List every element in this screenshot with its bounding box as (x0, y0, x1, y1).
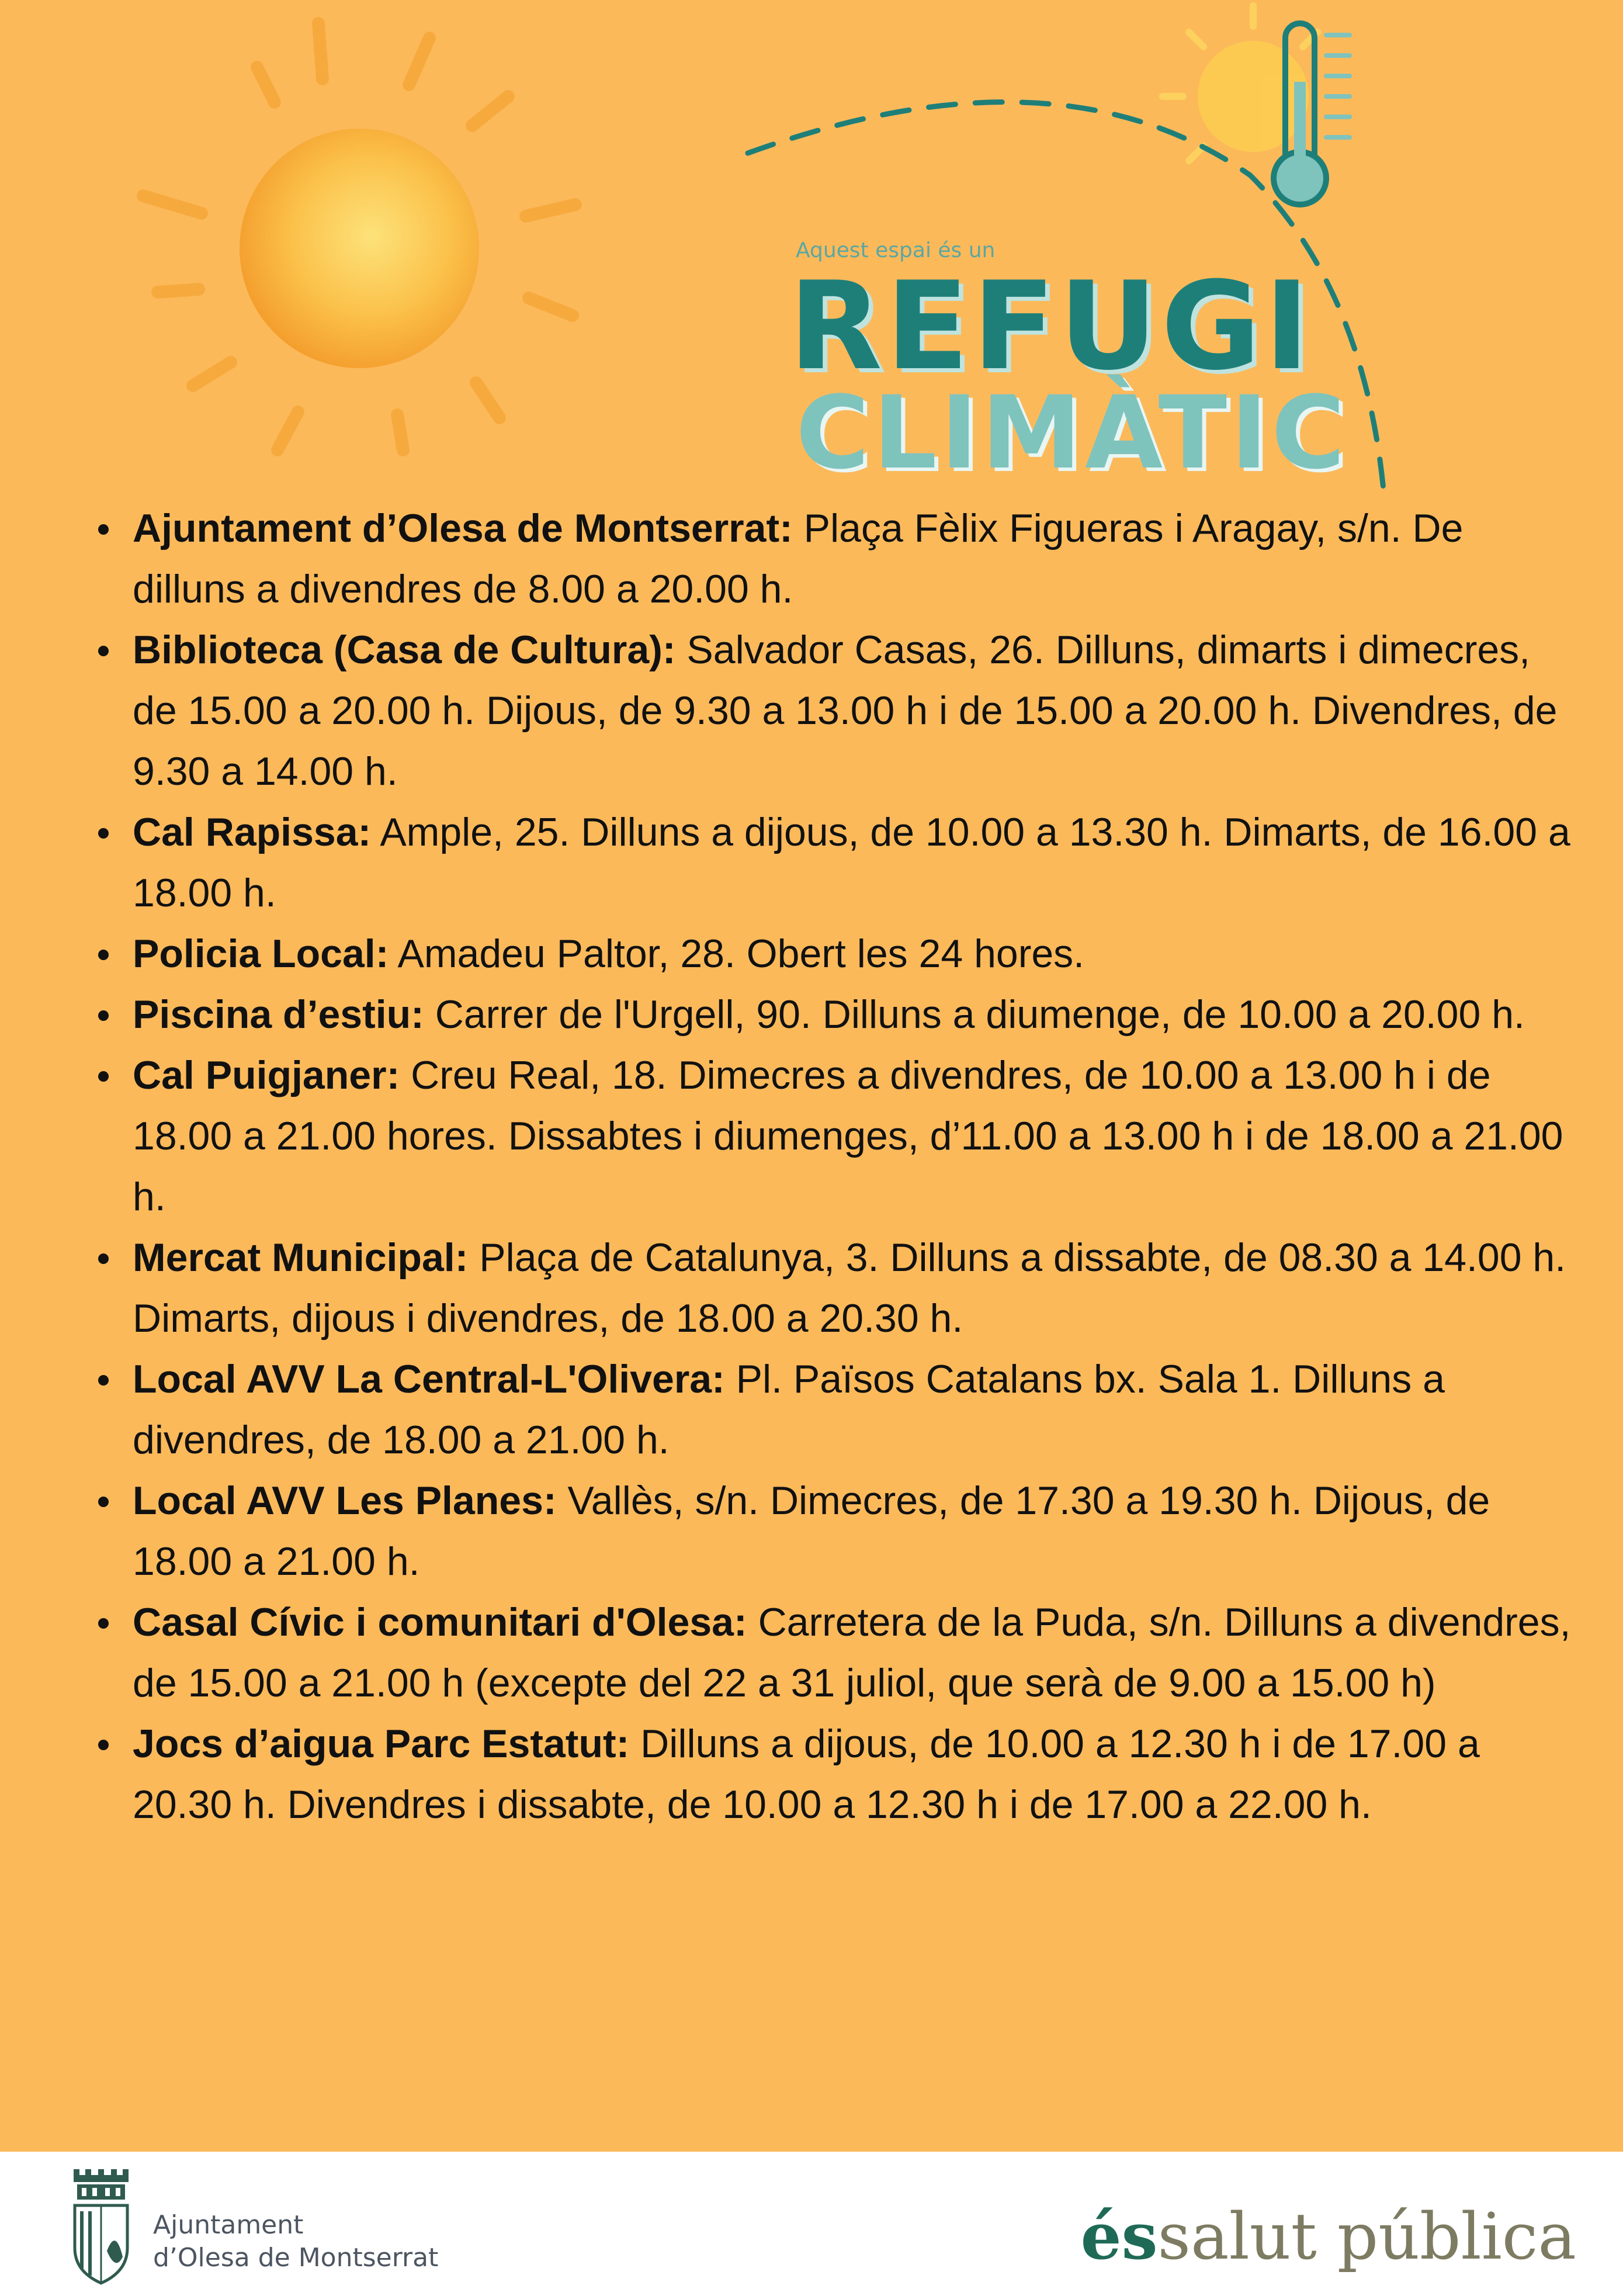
ajuntament-line1: Ajuntament (153, 2210, 304, 2240)
place-details: Carrer de l'Urgell, 90. Dilluns a diumenge, de 10.00 a 20.00 h. (435, 992, 1525, 1037)
place-details: Ample, 25. Dilluns a dijous, de 10.00 a 13.30 h. Dimarts, de 16.00 a 18.00 h. (133, 810, 1570, 915)
list-item (76, 1470, 1572, 1592)
place-details: Vallès, s/n. Dimecres, de 17.30 a 19.30 h. Dijous, de 18.00 a 21.00 h. (133, 1478, 1490, 1584)
thermometer-icon (1274, 23, 1350, 205)
list-item (76, 802, 1572, 923)
sun-icon (143, 23, 575, 450)
list-item (76, 984, 1572, 1045)
place-name: Local AVV Les Planes: (133, 1478, 557, 1523)
place-details: Plaça de Catalunya, 3. Dilluns a dissabte, de 08.30 a 14.00 h. Dimarts, dijous i divendres, de 18.00 a 20.30 h. (133, 1235, 1566, 1341)
salut-publica-logo (1080, 2198, 1576, 2274)
place-name: Local AVV La Central-L'Olivera: (133, 1357, 725, 1401)
place-details: Amadeu Paltor, 28. Obert les 24 hores. (397, 931, 1085, 976)
place-name: Cal Puigjaner: (133, 1053, 400, 1097)
climate-refuge-list (76, 498, 1572, 1835)
place-name: Biblioteca (Casa de Cultura): (133, 628, 676, 672)
list-item (76, 1592, 1572, 1713)
place-name: Policia Local: (133, 931, 389, 976)
municipal-crest-icon (69, 2169, 133, 2286)
list-item (76, 619, 1572, 802)
title-climatic: CLIMÀTIC (796, 374, 1349, 491)
place-name: Piscina d’estiu: (133, 992, 424, 1037)
place-details: Carretera de la Puda, s/n. Dilluns a divendres, de 15.00 a 21.00 h (excepte del 22 a 31 juliol, que serà de 9.00 a 15.00 h) (133, 1600, 1571, 1705)
place-details: Pl. Països Catalans bx. Sala 1. Dilluns a divendres, de 18.00 a 21.00 h. (133, 1357, 1445, 1462)
ajuntament-line2: d’Olesa de Montserrat (153, 2243, 439, 2273)
list-item (76, 923, 1572, 984)
place-name: Casal Cívic i comunitari d'Olesa: (133, 1600, 747, 1644)
list-item (76, 1227, 1572, 1349)
place-details: Dilluns a dijous, de 10.00 a 12.30 h i de 17.00 a 20.30 h. Divendres i dissabte, de 10.00 a 12.30 h i de 17.00 a 22.00 h. (133, 1722, 1480, 1827)
place-details: Salvador Casas, 26. Dilluns, dimarts i dimecres, de 15.00 a 20.00 h. Dijous, de 9.30 a 13.00 h i de 15.00 a 20.00 h. Divendres, de 9.30 a 14.00 h. (133, 628, 1558, 794)
list-item (76, 1349, 1572, 1470)
place-name: Ajuntament d’Olesa de Montserrat: (133, 506, 793, 550)
title-refugi: REFUGI (789, 256, 1313, 397)
place-name: Cal Rapissa: (133, 810, 372, 854)
brand-prefix: és (1080, 2198, 1158, 2274)
list-item (76, 1045, 1572, 1227)
list-item (76, 498, 1572, 619)
tagline: Aquest espai és un (796, 238, 996, 262)
place-details: Creu Real, 18. Dimecres a divendres, de 10.00 a 13.00 h i de 18.00 a 21.00 hores. Dissabtes i diumenges, d’11.00 a 13.00 h i de 18.00 a 21.00 h. (133, 1053, 1563, 1219)
place-details: Plaça Fèlix Figueras i Aragay, s/n. De dilluns a divendres de 8.00 a 20.00 h. (133, 506, 1464, 611)
footer (0, 2152, 1623, 2296)
place-name: Jocs d’aigua Parc Estatut: (133, 1722, 630, 1766)
list-item (76, 1713, 1572, 1835)
place-name: Mercat Municipal: (133, 1235, 469, 1280)
brand-name: salut pública (1157, 2199, 1576, 2274)
